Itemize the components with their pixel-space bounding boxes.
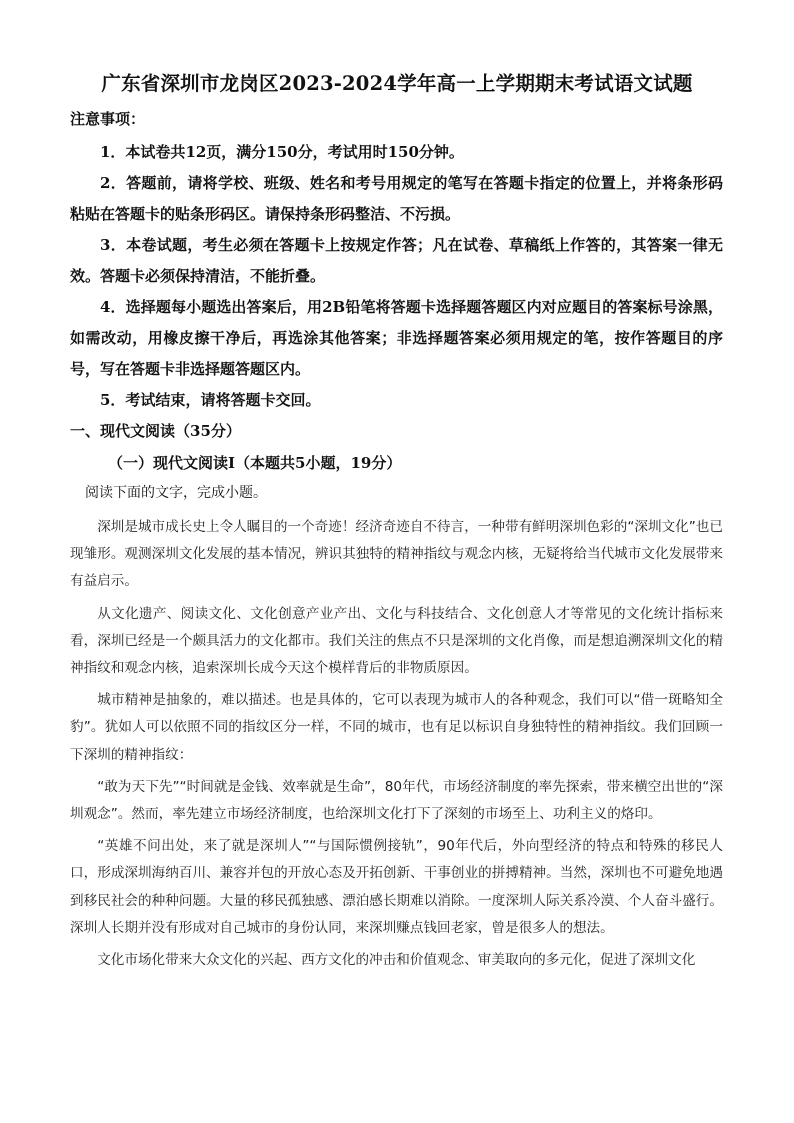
section-heading: 一、现代文阅读（35分） [70,422,241,440]
page-title: 广东省深圳市龙岗区2023-2024学年高一上学期期末考试语文试题 [101,72,693,95]
notice-heading: 注意事项： [70,110,146,128]
passage-paragraph: 深圳是城市成长史上令人瞩目的一个奇迹！经济奇迹自不待言，一种带有鲜明深圳色彩的“深圳文化”也已现雏形。观测深圳文化发展的基本情况，辨识其独特的精神指纹与观念内核，无疑将给当代城市文化发展带来有益启示。 [70,519,723,590]
passage-paragraph: 文化市场化带来大众文化的兴起、西方文化的冲击和价值观念、审美取向的多元化，促进了深圳文化 [97,952,696,969]
notice-item: 1．本试卷共12页，满分150分，考试用时150分钟。 [100,143,464,161]
passage-paragraph: “敢为天下先”“时间就是金钱、效率就是生命”，80年代，市场经济制度的率先探索，带来横空出世的“深圳观念”。然而，率先建立市场经济制度，也给深圳文化打下了深刻的市场至上、功利主义的烙印。 [70,778,723,823]
notice-item: 3．本卷试题，考生必须在答题卡上按规定作答；凡在试卷、草稿纸上作答的，其答案一律无效。答题卡必须保持清洁，不能折叠。 [70,236,723,285]
notice-item: 2．答题前，请将学校、班级、姓名和考号用规定的笔写在答题卡指定的位置上，并将条形码粘贴在答题卡的贴条形码区。请保持条形码整洁、不污损。 [70,174,723,223]
reading-passage [70,514,723,979]
passage-paragraph: 从文化遗产、阅读文化、文化创意产业产出、文化与科技结合、文化创意人才等常见的文化统计指标来看，深圳已经是一个颇具活力的文化都市。我们关注的焦点不只是深圳的文化肖像，而是想追溯深圳文化的精神指纹和观念内核，追索深圳长成今天这个模样背后的非物质原因。 [70,605,723,677]
notice-list [70,137,723,416]
reading-instruction: 阅读下面的文字，完成小题。 [85,485,267,501]
notice-item: 5．考试结束，请将答题卡交回。 [100,391,321,409]
subsection-heading: （一）现代文阅读Ⅰ（本题共5小题，19分） [108,454,402,472]
notice-item: 4．选择题每小题选出答案后，用2B铅笔将答题卡选择题答题区内对应题目的答案标号涂黑，如需改动，用橡皮擦干净后，再选涂其他答案；非选择题答案必须用规定的笔，按作答题目的序号，写在答题卡非选择题答题区内。 [70,298,723,378]
passage-paragraph: 城市精神是抽象的，难以描述。也是具体的，它可以表现为城市人的各种观念，我们可以“借一斑略知全豹”。犹如人可以依照不同的指纹区分一样，不同的城市，也有足以标识自身独特性的精神指纹。我们回顾一下深圳的精神指纹： [70,692,723,763]
passage-paragraph: “英雄不问出处，来了就是深圳人”“与国际惯例接轨”，90年代后，外向型经济的特点和特殊的移民人口，形成深圳海纳百川、兼容并包的开放心态及开拓创新、干事创业的拼搏精神。当然，深圳也不可避免地遇到移民社会的种种问题。大量的移民孤独感、漂泊感长期难以消除。一度深圳人际关系冷漠、个人奋斗盛行。深圳人长期并没有形成对自己城市的身份认同，来深圳赚点钱回老家，曾是很多人的想法。 [70,838,723,936]
